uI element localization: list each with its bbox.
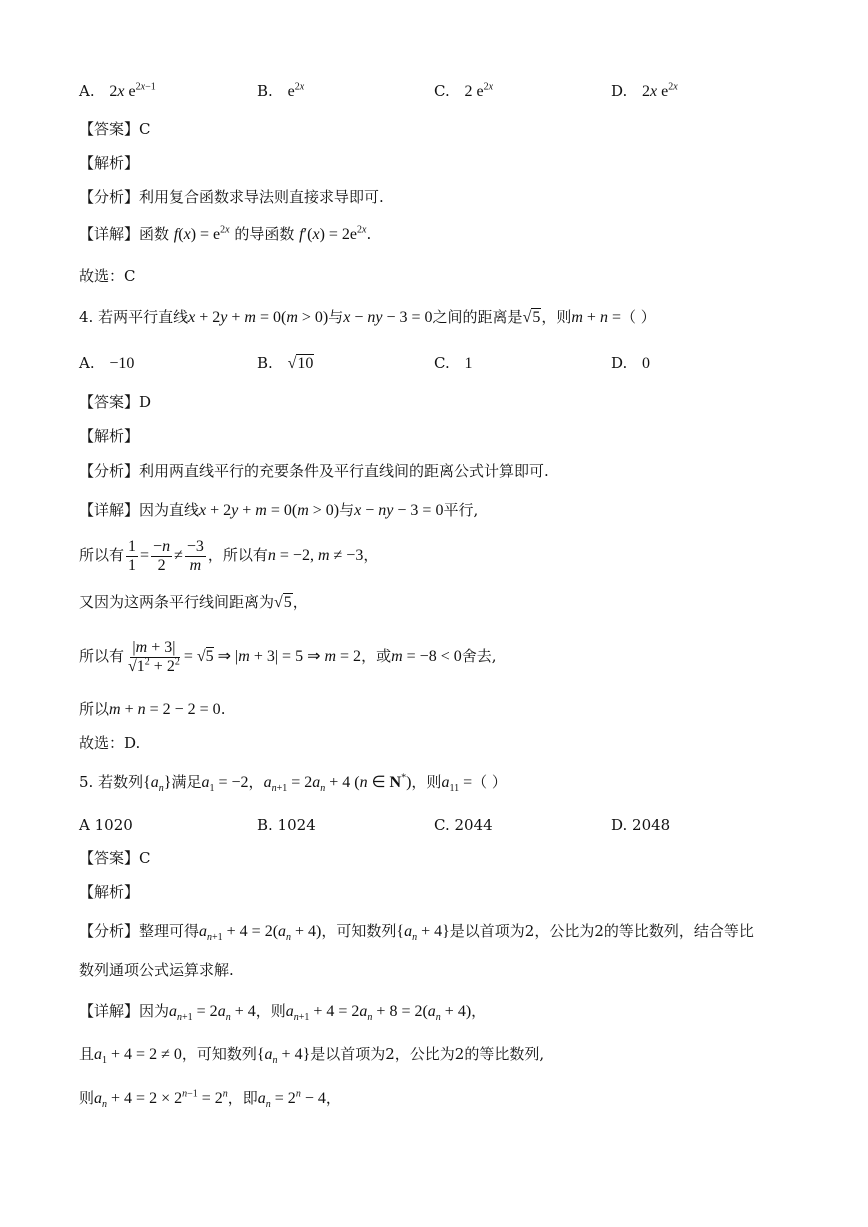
q3-option-c-label: C.	[434, 82, 450, 100]
q3-option-c-formula: 2 $e^{2x}$	[464, 81, 494, 100]
q4-analysis-heading: 【解析】	[79, 427, 140, 445]
q3-option-c	[434, 80, 493, 103]
q3-option-d-formula: 2x $e^{2x}$	[642, 81, 678, 100]
q4-option-b-formula: √10	[287, 355, 314, 372]
q3-option-b	[257, 80, 304, 103]
q3-option-a-label: A.	[79, 82, 95, 100]
q3-option-a-formula: 2x $e^{2x-1}$	[109, 81, 156, 100]
q4-detail-4: 所以有 $\frac{|m + 3|}{√1^2 + 2^2}$ = √5 ⇒ |m + 3| = 5 ⇒ m = 2，或m = −8 < 0舍去,	[79, 638, 497, 675]
q5-option-c: C. 2044	[434, 816, 493, 834]
q5-detail-2: 且$a_1 + 4 = 2 \ne 0$，可知数列$\{a_n + 4\}$是以首项为2，公比为2的等比数列,	[79, 1045, 545, 1067]
q4-ratio-formula: $\frac{1}{1}$ = $\frac{-n}{2}$ ≠ $\frac{-3}{m}$	[128, 537, 204, 574]
q4-distance-calc: $\frac{|m + 3|}{√1^2 + 2^2}$ = √5 ⇒ |m + 3| = 5 ⇒ m = 2	[128, 638, 362, 675]
q3-option-b-label: B.	[257, 82, 273, 100]
q4-detail-3: 又因为这两条平行线间距离为√5，	[79, 593, 308, 611]
q5-fenxi-1: 【分析】整理可得$a_{n+1} + 4 = 2(a_n + 4)$，可知数列$\{a_n + 4\}$是以首项为2，公比为2的等比数列，结合等比	[79, 922, 754, 944]
q4-detail-1: 【详解】因为直线x + 2y + m = 0(m > 0)与x − ny − 3 = 0平行,	[79, 501, 479, 519]
q4-detail-5: 所以m + n = 2 − 2 = 0.	[79, 700, 226, 718]
q3-answer: 【答案】C	[79, 120, 151, 138]
q5-stem: 5. 若数列$\{a_n\}$满足$a_1 = -2$，$a_{n+1} = 2a_n + 4$ (n ∈ N*)，则$a_{11}$ =（ ）	[79, 772, 507, 795]
q5-fenxi-2: 数列通项公式运算求解.	[79, 961, 234, 979]
q4-option-a: A. −10	[79, 354, 135, 372]
q5-number: 5.	[79, 773, 94, 791]
q3-option-d	[611, 80, 678, 103]
q3-detail-formula-fprime: $f'(x) = 2e^{2x}$	[299, 224, 367, 243]
q5-detail-1: 【详解】因为$a_{n+1} = 2a_n + 4$，则$a_{n+1} + 4 = 2a_n + 8 = 2(a_n + 4)$，	[79, 1002, 487, 1024]
q5-detail-3: 则$a_n + 4 = 2 \times 2^{n-1} = 2^n$，即$a_n = 2^n - 4$，	[79, 1088, 341, 1111]
q3-analysis-heading: 【解析】	[79, 154, 140, 172]
q5-answer: 【答案】C	[79, 849, 151, 867]
q5-option-d: D. 2048	[611, 816, 671, 834]
q4-option-b: B. √10	[257, 352, 314, 375]
q4-answer: 【答案】D	[79, 393, 152, 411]
q3-option-d-label: D.	[611, 82, 628, 100]
q5-option-a: A 1020	[79, 816, 133, 834]
q3-option-b-formula: $e^{2x}$	[287, 81, 305, 100]
q3-choice: 故选：C	[79, 267, 136, 285]
q4-choice: 故选：D.	[79, 734, 141, 752]
q5-option-b: B. 1024	[257, 816, 316, 834]
q4-number: 4.	[79, 308, 94, 326]
q4-option-c: C. 1	[434, 354, 473, 372]
q4-fenxi: 【分析】利用两直线平行的充要条件及平行直线间的距离公式计算即可.	[79, 462, 549, 480]
q4-option-d: D. 0	[611, 354, 651, 372]
q5-analysis-heading: 【解析】	[79, 883, 140, 901]
q4-target-formula: m + n =	[571, 309, 621, 326]
q4-line2-formula: x − ny − 3 = 0	[343, 309, 433, 326]
q3-fenxi: 【分析】利用复合函数求导法则直接求导即可.	[79, 188, 384, 206]
q4-line1-formula: x + 2y + m = 0(m > 0)	[188, 309, 329, 326]
q3-detail-formula-f: $f(x) = e^{2x}$	[173, 224, 230, 243]
q3-option-a	[79, 80, 156, 103]
q4-stem: 4. 若两平行直线x + 2y + m = 0(m > 0)与x − ny − 3 = 0之间的距离是√5，则m + n =（ ）	[79, 306, 656, 329]
q3-detail: 【详解】函数 $f(x) = e^{2x}$ 的导函数 $f'(x) = 2e^{2x}$.	[79, 224, 372, 243]
q4-detail-2: 所以有 $\frac{1}{1}$ = $\frac{-n}{2}$ ≠ $\frac{-3}{m}$ ，所以有n = −2, m ≠ −3，	[79, 537, 379, 574]
q4-distance-formula: √5	[522, 309, 541, 326]
